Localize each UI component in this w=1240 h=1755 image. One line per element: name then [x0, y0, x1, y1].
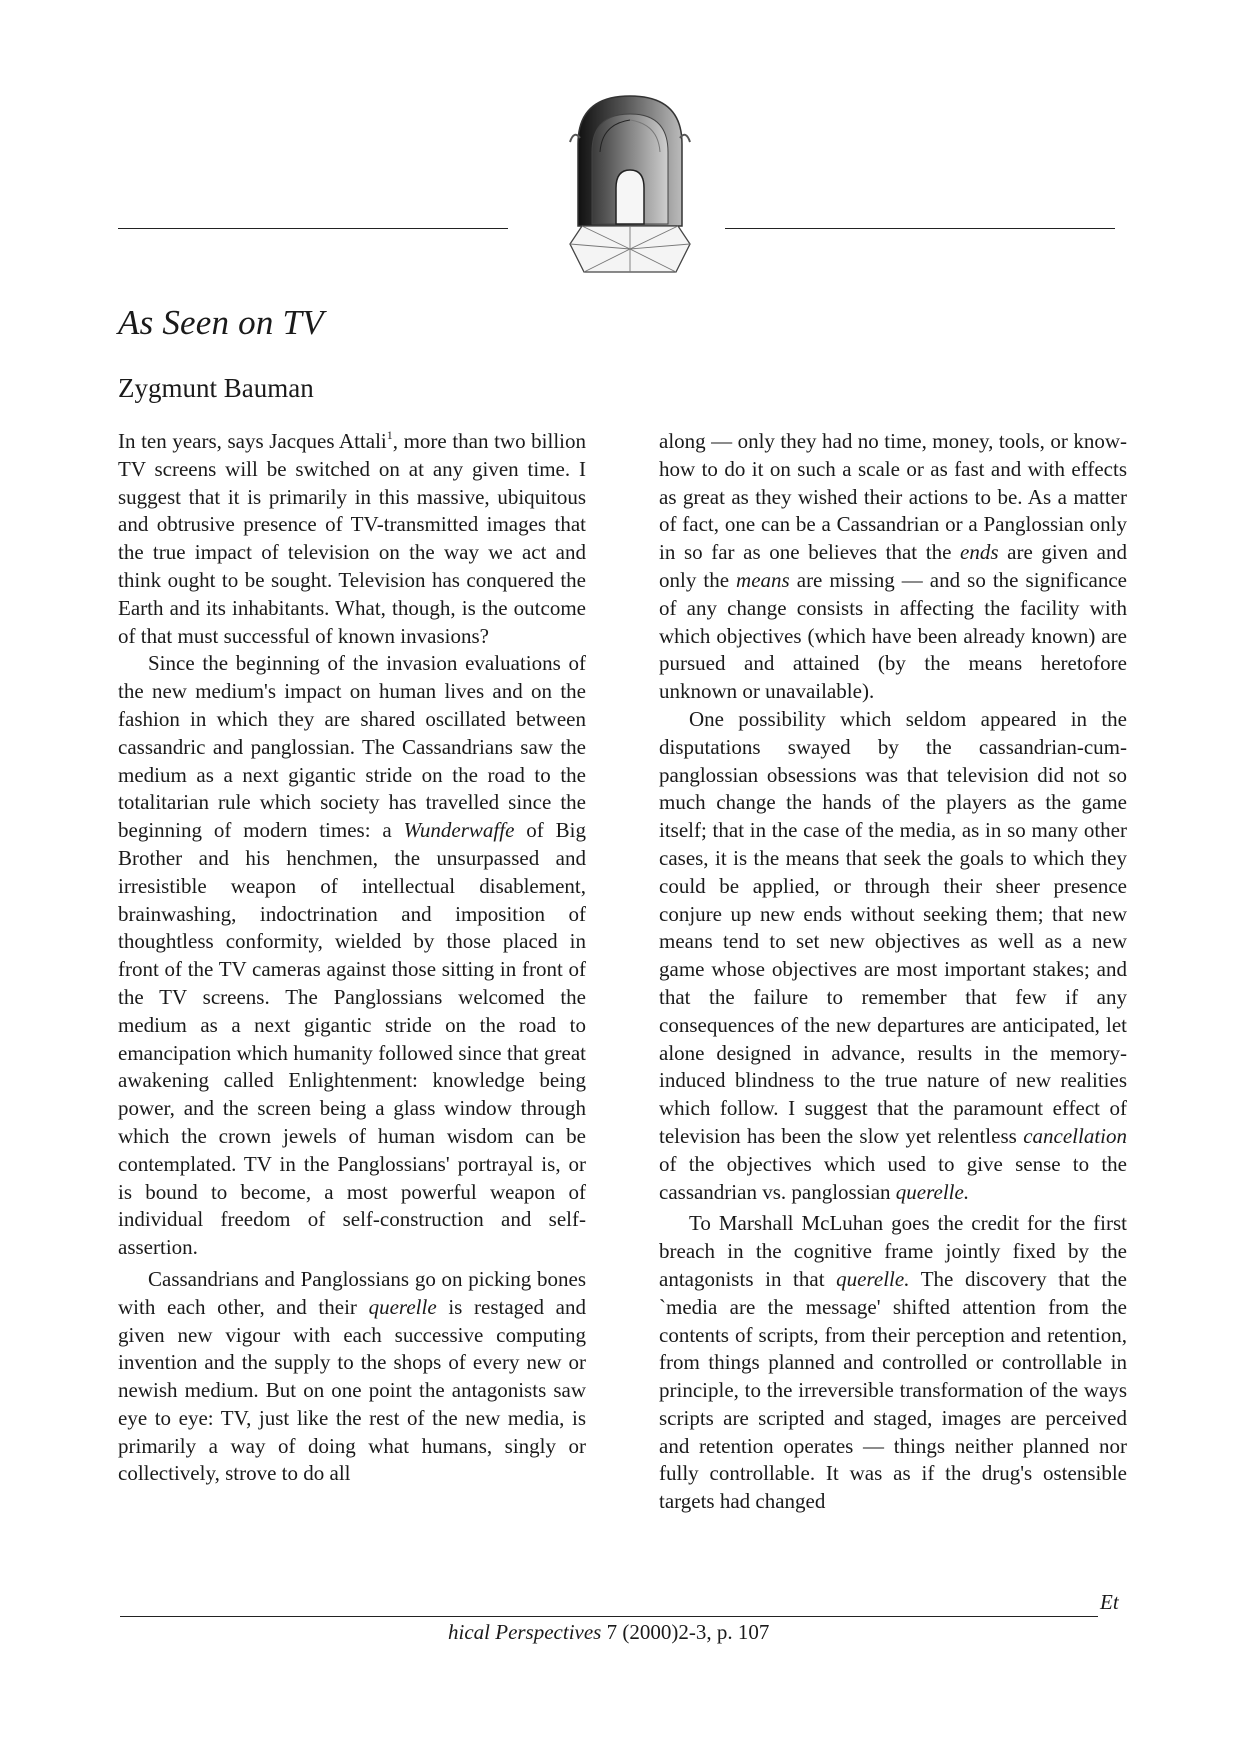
- paragraph: Cassandrians and Panglossians go on picking bones with each other, and their querelle is restaged and given new vigour with each successive computing invention and the supply to the shops of every new or newish medium. But on one point the antagonists saw eye to eye: TV, just like the rest of the new media, is primarily a way of doing what humans, singly or collectively, strove to do all: [118, 1266, 586, 1486]
- body-column-right: [659, 428, 1127, 1516]
- body-column-left: [118, 428, 586, 1488]
- paragraph: In ten years, says Jacques Attali$^1$, more than two billion TV screens will be switched on at any given time. I suggest that it is primarily in this massive, ubiquitous and obtrusive presence of TV-transmitted images that the true impact of television on the way we act and think ought to be sought. Television has conquered the Earth and its inhabitants. What, though, is the outcome of that must successful of known invasions?: [118, 428, 586, 648]
- footer-rule: [120, 1616, 1098, 1617]
- header-rule-right: [725, 228, 1115, 229]
- footer-issue-pages: 7 (2000)2-3, p. 107: [601, 1620, 770, 1644]
- article-title: As Seen on TV: [118, 303, 324, 342]
- paragraph: To Marshall McLuhan goes the credit for the first breach in the cognitive frame jointly fixed by the antagonists in that querelle. The discovery that the `media are the message' shifted attention from the contents of scripts, from their perception and retention, from things planned and controlled or controllable in principle, to the irreversible transformation of the ways scripts are scripted and staged, images are perceived and retention operates — things neither planned nor fully controllable. It was as if the drug's ostensible targets had changed: [659, 1211, 1127, 1514]
- header-rule-left: [118, 228, 508, 229]
- footer-citation: [448, 1620, 769, 1645]
- paragraph: One possibility which seldom appeared in the disputations swayed by the cassandrian-cum-panglossian obsessions was that television did not so much change the hands of the players as the game itself; that in the case of the media, as in so many other cases, it is the means that seek the goals to which they could be applied, or through their sheer presence conjure up new ends without seeking them; that new means tend to set new objectives as well as a new game whose objectives are most important stakes; and that the failure to remember that few if any consequences of the new departures are anticipated, let alone designed in advance, results in the memory-induced blindness to the true nature of new realities which follow. I suggest that the paramount effect of television has been the slow yet relentless cancellation of the objectives which used to give sense to the cassandrian vs. panglossian querelle.: [659, 706, 1127, 1204]
- arched-doorway-emblem-icon: [560, 92, 700, 284]
- footer-journal-name: hical Perspectives: [448, 1620, 602, 1644]
- article-author: Zygmunt Bauman: [118, 373, 314, 403]
- paragraph: Since the beginning of the invasion evaluations of the new medium's impact on human lives and on the fashion in which they are shared oscillated between cassandric and panglossian. The Cassandrians saw the medium as a next gigantic stride on the road to the totalitarian rule which society has travelled since the beginning of modern times: a Wunderwaffe of Big Brother and his henchmen, the unsurpassed and irresistible weapon of intellectual disablement, brainwashing, indoctrination and imposition of thoughtless conformity, wielded by those placed in front of the TV cameras against those sitting in front of the TV screens. The Panglossians welcomed the medium as a next gigantic stride on the road to emancipation which humanity followed since that great awakening called Enlightenment: knowledge being power, and the screen being a glass window through which the crown jewels of human wisdom can be contemplated. TV in the Panglossians' portrayal is, or is bound to become, a most powerful weapon of individual freedom of self-construction and self-assertion.: [118, 651, 586, 1260]
- footnote-marker[interactable]: 1: [386, 428, 393, 442]
- paragraph: along — only they had no time, money, tools, or know-how to do it on such a scale or as fast and with effects as great as they wished their actions to be. As a matter of fact, one can be a Cassandrian or a Panglossian only in so far as one believes that the ends are given and only the means are missing — and so the significance of any change consists in affecting the facility with which objectives (which have been already known) are pursued and attained (by the means heretofore unknown or unavailable).: [659, 429, 1127, 704]
- footer-journal-prefix: Et: [1100, 1590, 1119, 1614]
